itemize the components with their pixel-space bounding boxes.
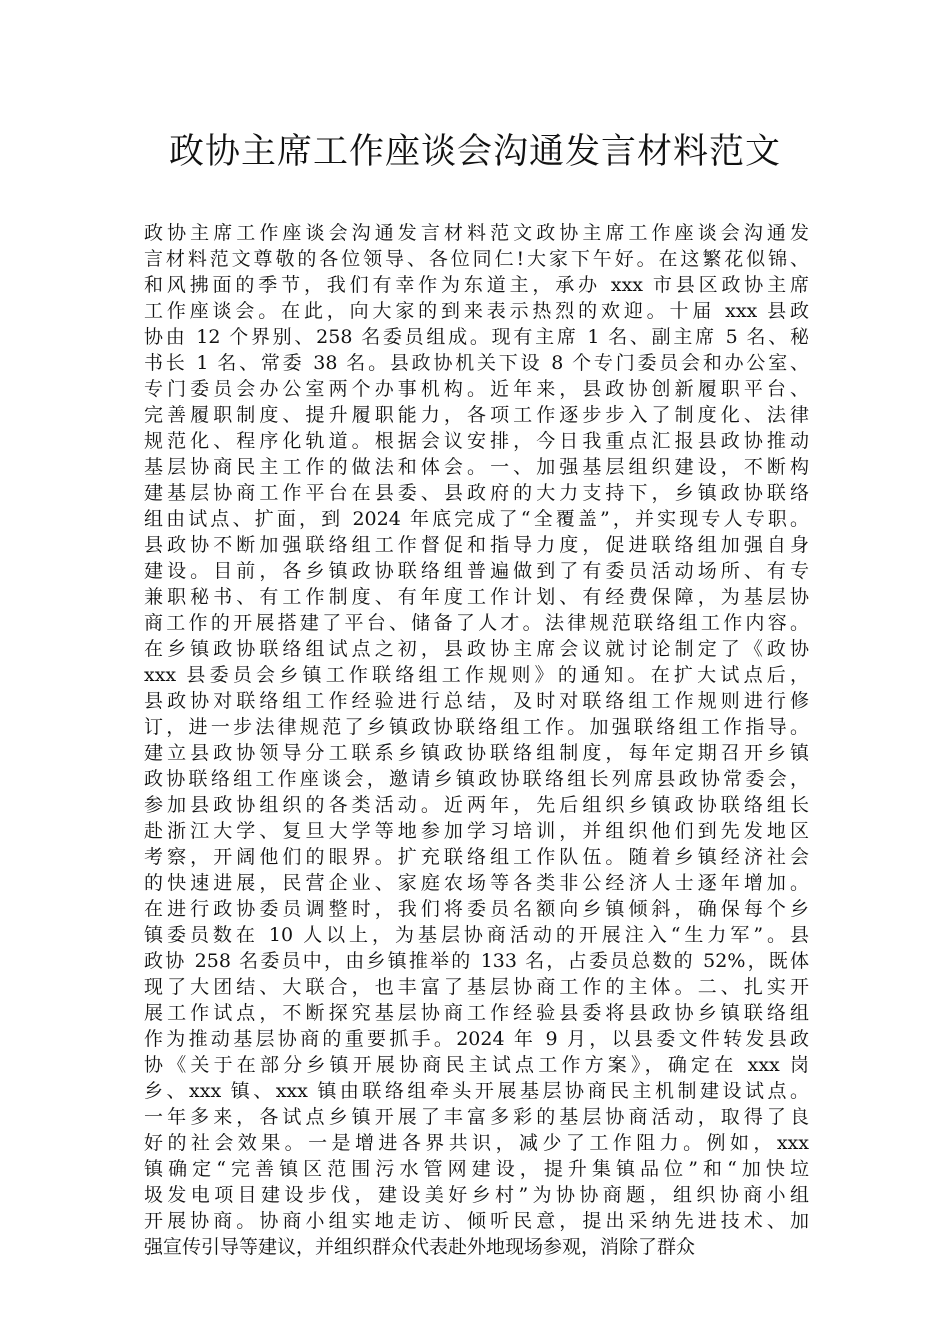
body-text-line: 工作座谈会。在此，向大家的到来表示热烈的欢迎。十届 xxx 县政 (144, 300, 809, 322)
body-text-line: 镇委员数在 10 人以上，为基层协商活动的开展注入“生力军”。县 (144, 924, 809, 946)
body-text-line: 作为推动基层协商的重要抓手。2024 年 9 月，以县委文件转发县政 (144, 1028, 809, 1050)
body-text-line: 县政协对联络组工作经验进行总结，及时对联络组工作规则进行修 (144, 690, 809, 712)
body-text-line: 规范化、程序化轨道。根据会议安排，今日我重点汇报县政协推动 (144, 430, 809, 452)
body-text-line: 完善履职制度、提升履职能力，各项工作逐步步入了制度化、法律 (144, 404, 809, 426)
body-text-line: 言材料范文尊敬的各位领导、各位同仁!大家下午好。在这繁花似锦、 (144, 248, 809, 270)
body-text-line: 展工作试点，不断探究基层协商工作经验县委将县政协乡镇联络组 (144, 1002, 809, 1024)
document-body (144, 220, 809, 1260)
body-text-line: 在乡镇政协联络组试点之初，县政协主席会议就讨论制定了《政协 (144, 638, 809, 660)
body-text-line: 组由试点、扩面，到 2024 年底完成了“全覆盖”，并实现专人专职。 (144, 508, 809, 530)
body-text-line: 镇确定“完善镇区范围污水管网建设，提升集镇品位”和“加快垃 (144, 1158, 809, 1180)
body-text-line: 好的社会效果。一是增进各界共识，减少了工作阻力。例如，xxx (144, 1132, 809, 1154)
body-text-line: 圾发电项目建设步伐，建设美好乡村”为协协商题，组织协商小组 (144, 1184, 809, 1206)
body-text-line: 县政协不断加强联络组工作督促和指导力度，促进联络组加强自身 (144, 534, 809, 556)
body-text-line: 专门委员会办公室两个办事机构。近年来，县政协创新履职平台、 (144, 378, 809, 400)
body-text-line: 赴浙江大学、复旦大学等地参加学习培训，并组织他们到先发地区 (144, 820, 809, 842)
body-text-line: 参加县政协组织的各类活动。近两年，先后组织乡镇政协联络组长 (144, 794, 809, 816)
body-text-line: 的快速进展，民营企业、家庭农场等各类非公经济人士逐年增加。 (144, 872, 809, 894)
body-text-line: 政协联络组工作座谈会，邀请乡镇政协联络组长列席县政协常委会， (144, 768, 809, 790)
body-text-line: 协《关于在部分乡镇开展协商民主试点工作方案》，确定在 xxx 岗 (144, 1054, 809, 1076)
body-text-line: 一年多来，各试点乡镇开展了丰富多彩的基层协商活动，取得了良 (144, 1106, 809, 1128)
body-text-line: 基层协商民主工作的做法和体会。一、加强基层组织建设，不断构 (144, 456, 809, 478)
body-text-line: 建基层协商工作平台在县委、县政府的大力支持下，乡镇政协联络 (144, 482, 809, 504)
body-text-line: 开展协商。协商小组实地走访、倾听民意，提出采纳先进技术、加 (144, 1210, 809, 1232)
body-text-line: 政协主席工作座谈会沟通发言材料范文政协主席工作座谈会沟通发 (144, 222, 809, 244)
body-text-line: 考察，开阔他们的眼界。扩充联络组工作队伍。随着乡镇经济社会 (144, 846, 809, 868)
body-text-line: xxx 县委员会乡镇工作联络组工作规则》的通知。在扩大试点后， (144, 664, 809, 686)
body-text-line: 建立县政协领导分工联系乡镇政协联络组制度，每年定期召开乡镇 (144, 742, 809, 764)
body-text-line: 现了大团结、大联合，也丰富了基层协商工作的主体。二、扎实开 (144, 976, 809, 998)
body-text-line: 协由 12 个界别、258 名委员组成。现有主席 1 名、副主席 5 名、秘 (144, 326, 809, 348)
body-text-line: 和风拂面的季节，我们有幸作为东道主，承办 xxx 市县区政协主席 (144, 274, 809, 296)
body-text-line: 建设。目前，各乡镇政协联络组普遍做到了有委员活动场所、有专 (144, 560, 809, 582)
body-text-line: 订，进一步法律规范了乡镇政协联络组工作。加强联络组工作指导。 (144, 716, 809, 738)
body-text-line: 乡、xxx 镇、xxx 镇由联络组牵头开展基层协商民主机制建设试点。 (144, 1080, 809, 1102)
body-text-line: 兼职秘书、有工作制度、有年度工作计划、有经费保障，为基层协 (144, 586, 809, 608)
body-text-line: 在进行政协委员调整时，我们将委员名额向乡镇倾斜，确保每个乡 (144, 898, 809, 920)
body-text-line: 政协 258 名委员中，由乡镇推举的 133 名，占委员总数的 52%，既体 (144, 950, 809, 972)
document-title: 政协主席工作座谈会沟通发言材料范文 (168, 132, 781, 172)
body-text-line: 商工作的开展搭建了平台、储备了人才。法律规范联络组工作内容。 (144, 612, 809, 634)
body-text-line: 书长 1 名、常委 38 名。县政协机关下设 8 个专门委员会和办公室、 (144, 352, 809, 374)
body-text-line: 强宣传引导等建议，并组织群众代表赴外地现场参观，消除了群众 (144, 1236, 696, 1258)
